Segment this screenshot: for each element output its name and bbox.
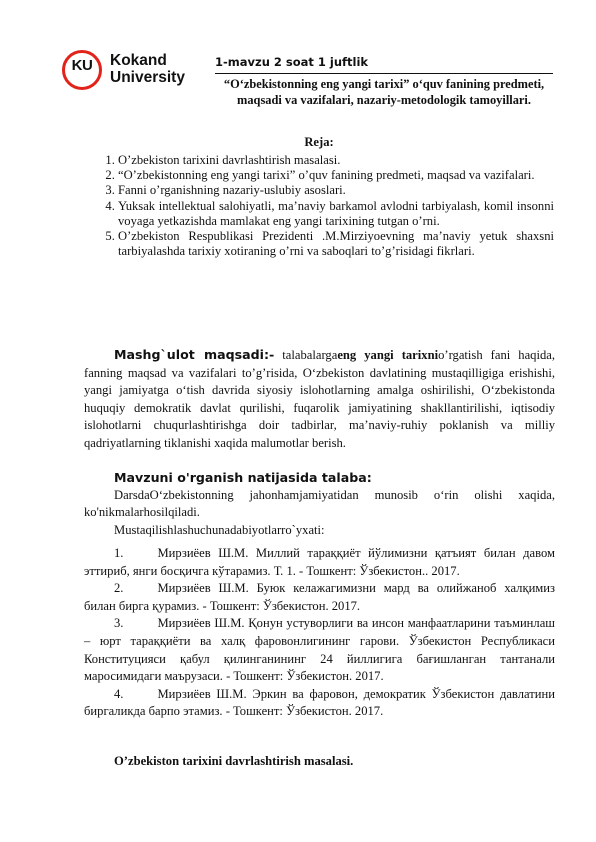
- plan-item: 1. O’zbekiston tarixini davrlashtirish masalasi.: [118, 153, 554, 168]
- topic-title: 1-mavzu 2 soat 1 juftlik: [215, 55, 369, 69]
- logo-mark: KU: [71, 57, 93, 74]
- goal-paragraph: [84, 346, 555, 453]
- goal-section: [84, 346, 555, 453]
- section-heading: O’zbekiston tarixini davrlashtirish masalasi.: [114, 754, 354, 768]
- logo-line-2: University: [110, 69, 185, 86]
- goal-label: Mashg`ulot maqsadi:-: [114, 347, 275, 362]
- goal-text-1: talabalarga: [274, 348, 338, 362]
- header-divider: [215, 73, 553, 74]
- plan-item: 2. “O’zbekistonning eng yangi tarixi” o’quv fanining predmeti, maqsad va vazifalari.: [118, 168, 554, 183]
- plan-item: 5. O’zbekiston Respublikasi Prezidenti .M.Mirziyoevning ma’naviy yetuk shaxsni tarbiyalashda tarixiy xotiraning o’rni va saboqlari to’g’risidagi fikrlari.: [118, 229, 554, 259]
- plan-item: 4. Yuksak intellektual salohiyatli, ma’naviy barkamol avlodni tarbiyalash, komil insonni voyaga yetkazishda mamlakat eng yangi tarixining tutgan o’rni.: [118, 199, 554, 229]
- plan-item: 3. Fanni o’rganishning nazariy-uslubiy asoslari.: [118, 183, 554, 198]
- goal-text-2: o’rgatish fani haqida, fanning maqsad va vazifalari to’g’risida, O‘zbekiston davlatining mustaqilligiga erishishi, yangi jamiyatga o‘tish davrida siyosiy islohotlarning amalga oshirilishi, O‘zbekistonda huquqiy demokratik davlat qurilishi, fuqarolik jamiyatining shakllantirilishi, iqtisodiy islohotlarni chuqurlashtirishga doir tadbirlar, ma’naviy-ruhiy poklanish va milliy qadriyatlarning tiklanishi xaqida malumotlar berish.: [84, 348, 555, 450]
- goal-bold: eng yangi tarixni: [337, 348, 439, 362]
- plan-list: [82, 153, 554, 259]
- plan-heading: Reja:: [304, 135, 334, 149]
- literature-item: 2. Мирзиёев Ш.М. Буюк келажагимизни мард ва олийжаноб халқимиз билан бирга қурамиз. - Тошкент: Ўзбекистон. 2017.: [84, 581, 555, 613]
- literature-heading: Mustaqilishlashuchunadabiyotlarro`yxati:: [114, 522, 325, 537]
- result-section: [84, 469, 555, 539]
- result-heading: Mavzuni o'rganish natijasida talaba:: [114, 470, 372, 485]
- topic-subtitle: “O‘zbekistonning eng yangi tarixi” o‘quv fanining predmeti, maqsadi va vazifalari, nazariy-metodologik tamoyillari.: [223, 77, 545, 107]
- logo-wordmark: [110, 52, 185, 86]
- literature-list: [84, 545, 555, 721]
- literature-item: 1. Мирзиёев Ш.М. Миллий тараққиёт йўлимизни қатъият билан давом эттириб, янги босқичга кўтарамиз. Т. 1. - Тошкент: Ўзбекистон.. 2017.: [84, 546, 555, 578]
- logo-line-1: Kokand: [110, 52, 167, 69]
- result-text: DarsdaO‘zbekistonning jahonhamjamiyatidan munosib o‘rin olishi xaqida, ko'nikmalarhosilqiladi.: [84, 487, 555, 520]
- kokand-university-logo: [62, 50, 212, 94]
- section-heading-block: [84, 753, 555, 771]
- literature-item: 3. Мирзиёев Ш.М. Қонун устуворлиги ва инсон манфаатларини таъминлаш – юрт тараққиёти ва халқ фаровонлигининг гарови. Ўзбекистон Республикаси Конституцияси қабул қилинганининг 24 йиллигига бағишланган тантанали маросимидаги маърузаси. - Тошкент: Ўзбекистон. 2017.: [84, 616, 555, 684]
- literature-item: 4. Мирзиёев Ш.М. Эркин ва фаровон, демократик Ўзбекистон давлатини биргаликда барпо этамиз. - Тошкент: Ўзбекистон. 2017.: [84, 686, 555, 719]
